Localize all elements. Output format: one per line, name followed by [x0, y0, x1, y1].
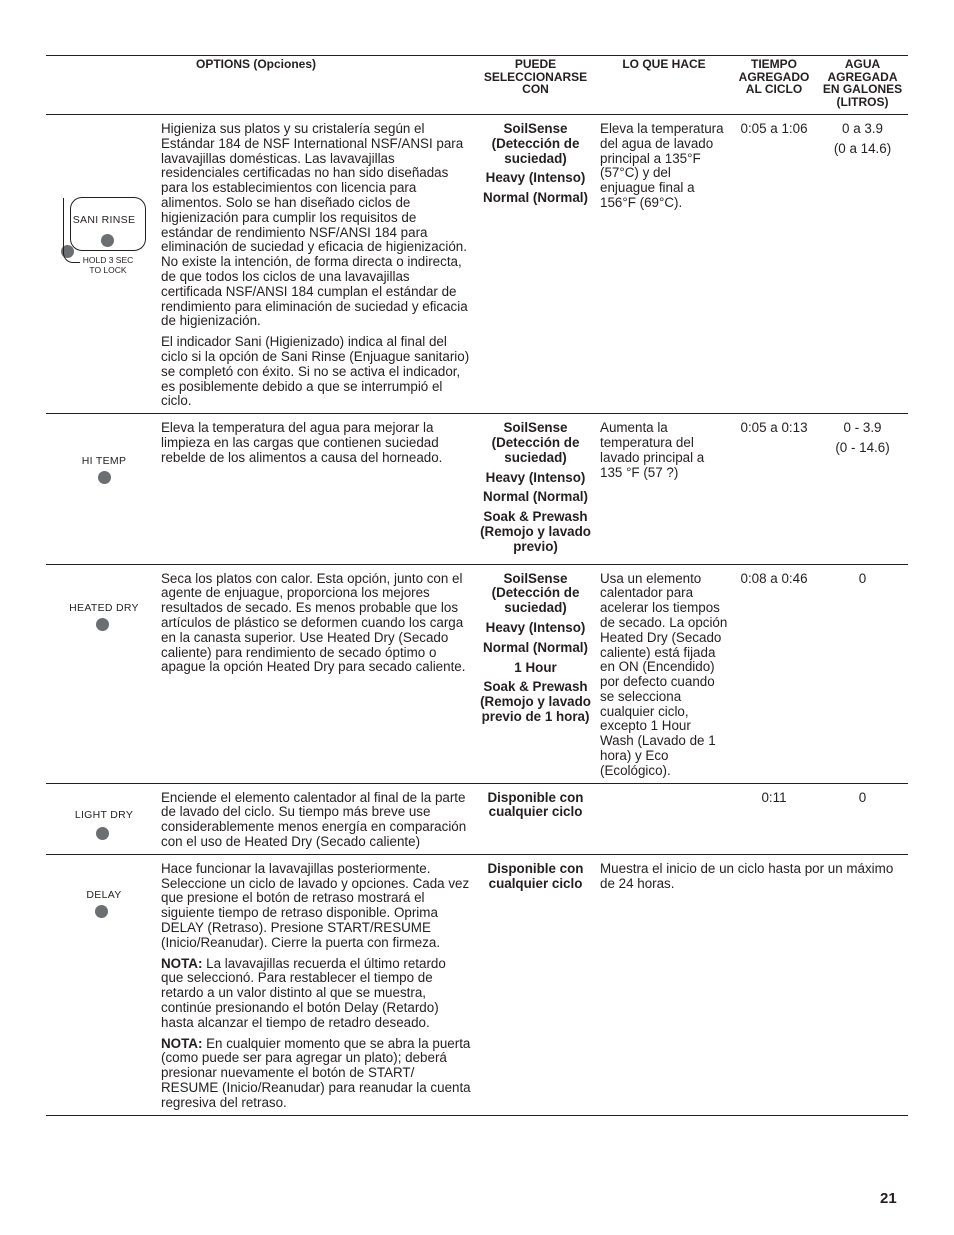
delay-selectable: Disponible con cualquier ciclo — [487, 860, 584, 891]
options-table-page — [46, 55, 908, 1116]
sani-rinse-description: Higieniza sus platos y su cristalería según el Estándar 184 de NSF International NSF/ANSI para lavavajillas domésticas. Las lavavajillas residenciales certificadas no han sido diseñadas para los establecimientos con licencia para alimentos. Solo se han diseñado ciclos de higienización para cumplir los requisitos de estándar de rendimiento NSF/ANSI 184 para eliminación de suciedad y eficacia de higienización. No existe la intención, de forma directa o indirecta, de que todos los ciclos de una lavavajillas certificada NSF/ANSI 184 cumplan el estándar de rendimiento para eliminación de suciedad y eficacia de higienización. El indicador Sani (Higienizado) indica al final del ciclo si la opción de Sani Rinse (Enjuague sanitario) se completó con éxito. Si no se activa el indicador, es posiblemente debido a que se interrumpió el ciclo. — [161, 121, 470, 409]
light-dry-what — [597, 783, 731, 854]
delay-note-2: NOTA: En cualquier momento que se abra la puerta (como puede ser para agregar un plato); deberá presionar nuevamente el botón de START/ RESUME (Inicio/Reanudar) para reanudar la cuenta regresiva del retraso. — [161, 1035, 471, 1110]
header-time: TIEMPO AGREGADO AL CICLO — [738, 57, 810, 96]
heated-dry-label: HEATED DRY — [69, 601, 139, 614]
header-what: LO QUE HACE — [622, 57, 706, 71]
heated-dry-time: 0:08 a 0:46 — [740, 570, 808, 586]
hi-temp-water: 0 - 3.9 (0 - 14.6) — [835, 420, 890, 455]
sani-rinse-water: 0 a 3.9 (0 a 14.6) — [833, 121, 892, 156]
light-dry-water: 0 — [858, 789, 867, 805]
hi-temp-label: HI TEMP — [81, 455, 127, 468]
hi-temp-time: 0:05 a 0:13 — [740, 420, 808, 436]
delay-what: Muestra el inicio de un ciclo hasta por un máximo de 24 horas. — [600, 860, 894, 891]
delay-label: DELAY — [86, 888, 122, 901]
hi-temp-description: Eleva la temperatura del agua para mejorar la limpieza en las cargas que contienen suciedad rebelde de los alimentos a causa del horneado. — [161, 420, 443, 465]
light-dry-selectable: Disponible con cualquier ciclo — [487, 789, 584, 820]
sani-rinse-icon-cell — [46, 115, 158, 414]
sani-rinse-selectable: SoilSense (Detección de suciedad) Heavy (Intenso) Normal (Normal) — [483, 121, 588, 206]
table-row — [46, 115, 908, 414]
delay-icon-cell — [46, 854, 158, 1115]
heated-dry-icon-cell — [46, 564, 158, 783]
light-dry-time: 0:11 — [761, 789, 787, 805]
options-table — [46, 55, 908, 1116]
hold-bracket-icon — [63, 198, 80, 263]
light-dry-label: LIGHT DRY — [74, 808, 134, 821]
light-dry-indicator-icon — [96, 827, 109, 840]
table-row — [46, 564, 908, 783]
table-header-row — [46, 56, 908, 115]
light-dry-description: Enciende el elemento calentador al final de la parte de lavado del ciclo. Su tiempo más breve use considerablemente menos energía en comparación con el uso de Heated Dry (Secado caliente) — [161, 789, 467, 850]
page-number: 21 — [880, 1190, 897, 1207]
hi-temp-selectable: SoilSense (Detección de suciedad) Heavy (Intenso) Normal (Normal) Soak & Prewash (Remojo y lavado previo) — [480, 420, 591, 554]
delay-indicator-icon — [95, 905, 108, 918]
hi-temp-icon-cell — [46, 414, 158, 564]
heated-dry-what: Usa un elemento calentador para acelerar los tiempos de secado. La opción Heated Dry (Secado caliente) está fijada en ON (Encendido) por defecto cuando se selecciona cualquier ciclo, excepto 1 Hour Wash (Lavado de 1 hora) y Eco (Ecológico). — [600, 570, 728, 778]
table-row — [46, 783, 908, 854]
sani-rinse-label: SANI RINSE — [72, 214, 136, 226]
sani-rinse-button-icon — [70, 197, 146, 251]
hi-temp-indicator-icon — [98, 471, 111, 484]
sani-rinse-what: Eleva la temperatura del agua de lavado principal a 135°F (57°C) y del enjuague final a 156°F (69°C). — [600, 121, 724, 210]
delay-note-1: NOTA: La lavavajillas recuerda el último retardo que seleccionó. Para restablecer el tiempo de retardo a un valor distinto al que se muestra, continúe presionando el botón Delay (Retardo) hasta alcanzar el tiempo de retadro deseado. — [161, 955, 446, 1030]
hi-temp-what: Aumenta la temperatura del lavado principal a 135 °F (57 ?) — [600, 420, 705, 480]
header-water: AGUA AGREGADA EN GALONES (LITROS) — [822, 57, 903, 109]
table-row — [46, 854, 908, 1115]
header-options: OPTIONS (Opciones) — [196, 57, 317, 71]
sani-rinse-time: 0:05 a 1:06 — [740, 121, 808, 136]
table-row — [46, 414, 908, 564]
heated-dry-description: Seca los platos con calor. Esta opción, junto con el agente de enjuague, proporciona los mejores resultados de secado. Es menos probable que los artículos de plástico se deformen cuando los carga en la canasta superior. Use Heated Dry (Secado caliente) para rendimiento de secado óptimo o apague la opción Heated Dry para secado caliente. — [161, 570, 466, 675]
heated-dry-selectable: SoilSense (Detección de suciedad) Heavy (Intenso) Normal (Normal) 1 Hour Soak & Prewash (Remojo y lavado previo de 1 hora) — [480, 570, 591, 724]
light-dry-icon-cell — [46, 783, 158, 854]
delay-description: Hace funcionar la lavavajillas posteriormente. Seleccione un ciclo de lavado y opciones. Cada vez que presione el botón de retraso mostrará el siguiente tiempo de retraso disponible. Oprima DELAY (Retraso). Presione START/RESUME (Inicio/Reanudar). Cierre la puerta con firmeza. NOTA: La lavavajillas recuerda el último retardo que seleccionó. Para restablecer el tiempo de retardo a un valor distinto al que se muestra, continúe presionando el botón Delay (Retardo) hasta alcanzar el tiempo de retadro deseado. NOTA: En cualquier momento que se abra la puerta (como puede ser para agregar un plato); deberá presionar nuevamente el botón de START/ RESUME (Inicio/Reanudar) para reanudar la cuenta regresiva del retraso. — [161, 860, 471, 1110]
heated-dry-indicator-icon — [96, 618, 109, 631]
header-selectable: PUEDE SELECCIONARSE CON — [483, 57, 588, 96]
heated-dry-water: 0 — [858, 570, 867, 586]
hold-to-lock-label: HOLD 3 SEC TO LOCK — [82, 255, 134, 275]
